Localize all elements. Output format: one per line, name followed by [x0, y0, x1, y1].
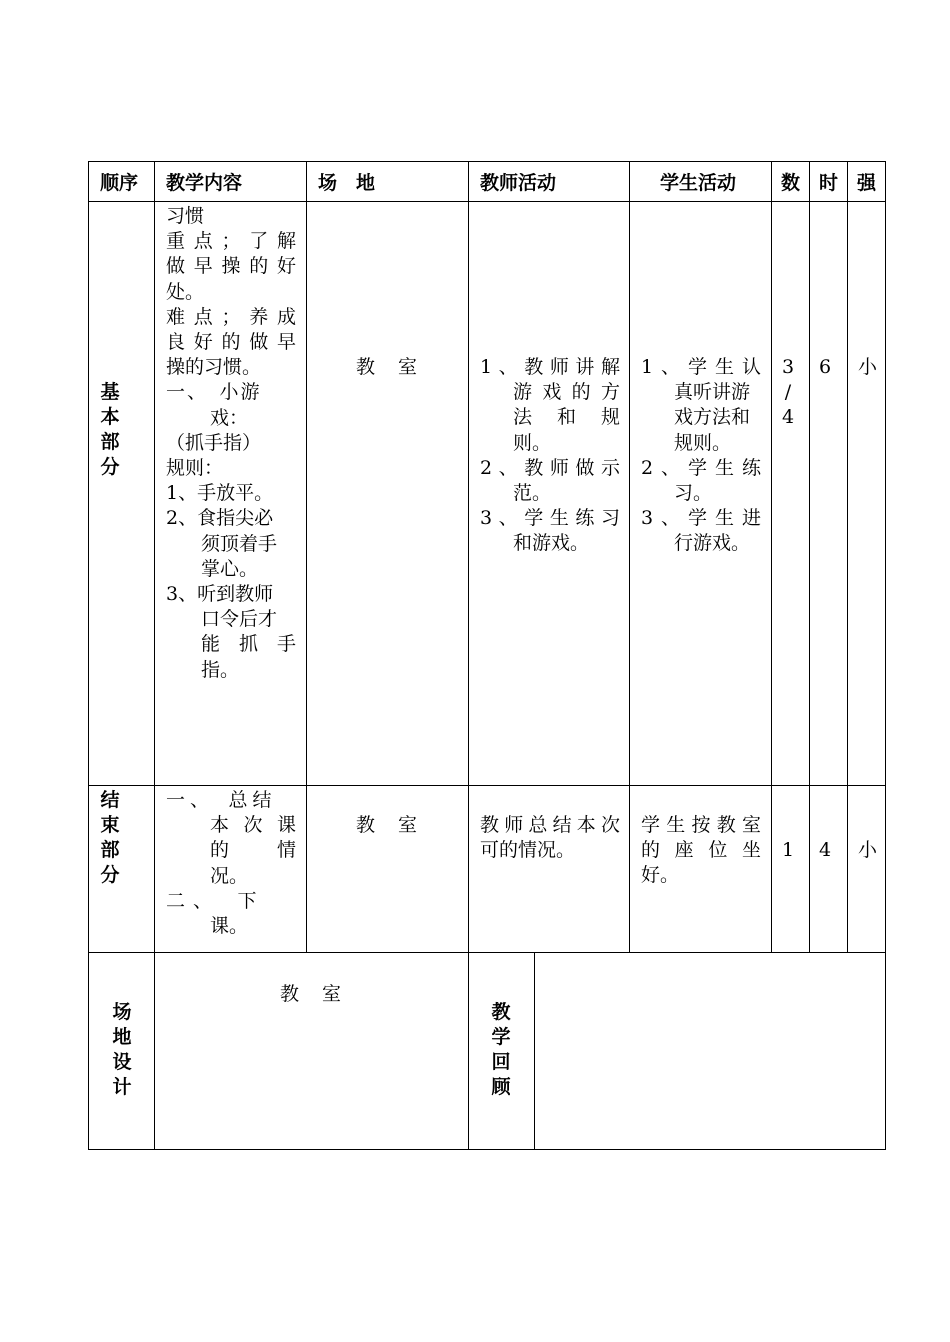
- basic-content: [166, 204, 296, 683]
- basic-venue: 教 室: [356, 356, 420, 378]
- review-label-char: 顾: [491, 1076, 511, 1098]
- col-divider-3: [468, 161, 469, 1150]
- end-teacher-activity: [480, 813, 620, 863]
- teacher-line: 法 和 规: [513, 406, 620, 429]
- content-line: 课。: [210, 915, 249, 938]
- content-line: 规则：: [166, 457, 224, 480]
- header-order: 顺序: [100, 172, 139, 194]
- student-line: 行游戏。: [674, 532, 751, 555]
- content-line: 1、手放平。: [166, 482, 274, 505]
- col-divider-2: [306, 161, 307, 952]
- end-content: [166, 788, 296, 939]
- end-section-label: [98, 788, 122, 888]
- teacher-line: 可的情况。: [480, 839, 576, 862]
- end-time: 4: [819, 839, 832, 861]
- teacher-line: 游 戏 的 方: [513, 381, 620, 404]
- student-line: 习。: [674, 482, 713, 505]
- teacher-line: 3 、 学 生 练 习: [480, 507, 620, 530]
- content-line: 一、 总结: [166, 789, 277, 811]
- col-divider-7: [847, 161, 848, 952]
- end-label-char: 束: [100, 814, 120, 836]
- venue-design-label: [110, 1000, 134, 1100]
- basic-label-char: 部: [100, 431, 120, 453]
- end-student-activity: [641, 813, 761, 889]
- header-content: 教学内容: [166, 172, 243, 194]
- teacher-line: 2 、 教 师 做 示: [480, 456, 620, 479]
- header-teacher-activity: 教师活动: [480, 172, 557, 194]
- header-student-activity: 学生活动: [660, 172, 737, 194]
- header-count: 数: [781, 172, 801, 194]
- teaching-review-label: [489, 1000, 513, 1100]
- basic-section-label: [98, 380, 122, 480]
- content-line: 处。: [166, 280, 205, 303]
- count-line: /: [784, 381, 792, 404]
- header-time: 时: [819, 172, 839, 194]
- teaching-review-area[interactable]: [536, 954, 884, 1148]
- review-label-char: 教: [491, 1001, 511, 1023]
- content-line: 本 次 课: [210, 814, 296, 837]
- basic-intensity: 小: [858, 356, 878, 378]
- teacher-line: 则。: [513, 431, 552, 454]
- basic-label-char: 分: [100, 456, 120, 478]
- content-line: 3、听到教师: [166, 583, 274, 606]
- content-line: 良 好 的 做 早: [166, 331, 296, 354]
- content-line: 操的习惯。: [166, 356, 262, 379]
- venue-design-text: 教 室: [280, 983, 344, 1005]
- content-line: 掌心。: [201, 557, 259, 580]
- content-line: 口令后才: [201, 608, 278, 631]
- basic-teacher-activity: [480, 355, 620, 557]
- student-line: 1 、 学 生 认: [641, 356, 761, 378]
- student-line: 3 、 学 生 进: [641, 507, 761, 530]
- end-venue: 教 室: [356, 814, 420, 836]
- header-intensity: 强: [857, 172, 877, 194]
- header-venue: 场 地: [318, 172, 376, 194]
- basic-label-char: 本: [100, 406, 120, 428]
- basic-time: 6: [819, 356, 832, 378]
- basic-row-divider: [88, 785, 886, 786]
- content-line: 一、 小游: [166, 381, 262, 404]
- review-label-char: 学: [491, 1026, 511, 1048]
- student-line: 的 座 位 坐: [641, 839, 761, 862]
- teacher-line: 1 、 教 师 讲 解: [480, 356, 620, 378]
- col-divider-5: [771, 161, 772, 952]
- basic-student-activity: [641, 355, 761, 557]
- end-intensity: 小: [858, 839, 878, 861]
- student-line: 学 生 按 教 室: [641, 814, 761, 836]
- teacher-line: 范。: [513, 482, 552, 505]
- col-divider-1: [154, 161, 155, 1150]
- col-divider-6: [809, 161, 810, 952]
- design-label-char: 计: [112, 1076, 132, 1098]
- basic-label-char: 基: [100, 381, 120, 403]
- end-label-char: 分: [100, 864, 120, 886]
- review-label-char: 回: [491, 1051, 511, 1073]
- end-row-divider: [88, 952, 886, 953]
- end-count: 1: [782, 839, 795, 861]
- content-line: 难 点 ； 养 成: [166, 305, 296, 328]
- col-divider-4: [629, 161, 630, 952]
- student-line: 好。: [641, 864, 680, 887]
- student-line: 戏方法和: [674, 406, 751, 429]
- content-line: 戏：: [210, 406, 249, 429]
- teacher-line: 教 师 总 结 本 次: [480, 814, 620, 836]
- design-label-char: 地: [112, 1026, 132, 1048]
- student-line: 规则。: [674, 431, 732, 454]
- content-line: 能 抓 手: [201, 633, 296, 656]
- teacher-line: 和游戏。: [513, 532, 590, 555]
- content-line: 的 情: [210, 839, 296, 862]
- content-line: 二、 下: [166, 889, 265, 912]
- content-line: 2、食指尖必: [166, 507, 274, 530]
- count-line: 3: [781, 356, 795, 378]
- end-label-char: 部: [100, 839, 120, 861]
- content-line: 须顶着手: [201, 532, 278, 555]
- design-label-char: 设: [112, 1051, 132, 1073]
- content-line: （抓手指）: [166, 431, 262, 454]
- basic-count: [781, 355, 795, 431]
- end-label-char: 结: [100, 789, 120, 811]
- content-line: 况。: [210, 864, 249, 887]
- content-line: 做 早 操 的 好: [166, 255, 296, 278]
- col-divider-footer: [534, 952, 535, 1150]
- content-line: 习惯: [166, 205, 205, 227]
- student-line: 2 、 学 生 练: [641, 456, 761, 479]
- content-line: 重 点 ； 了 解: [166, 230, 296, 253]
- design-label-char: 场: [112, 1001, 132, 1023]
- count-line: 4: [781, 406, 795, 429]
- content-line: 指。: [201, 658, 240, 681]
- header-row-divider: [88, 201, 886, 202]
- student-line: 真听讲游: [674, 381, 751, 404]
